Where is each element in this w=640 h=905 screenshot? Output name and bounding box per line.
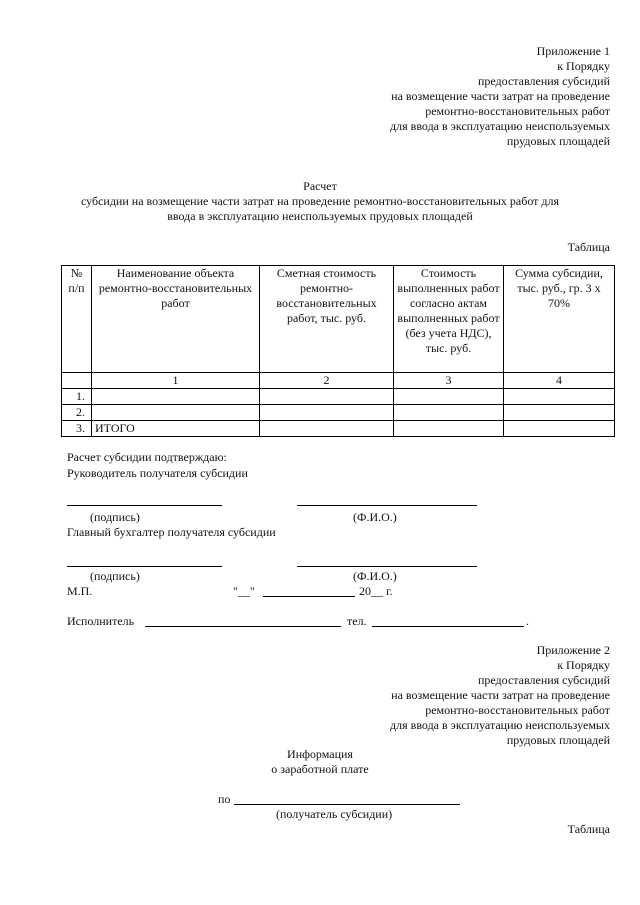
- table-cell: [504, 405, 615, 421]
- recipient-line: [234, 804, 460, 805]
- appendix-2-header: [390, 643, 610, 748]
- recipient-caption: (получатель субсидии): [276, 807, 393, 821]
- info-title-line: о заработной плате: [271, 762, 369, 776]
- fio-caption: (Ф.И.О.): [353, 569, 397, 583]
- accountant-role-label: Главный бухгалтер получателя субсидии: [67, 525, 276, 539]
- table-row: [62, 389, 615, 405]
- appendix-2-line: на возмещение части затрат на проведение: [391, 688, 610, 702]
- table-header-cell: Наименование объекта ремонтно-восстановительных работ: [92, 266, 260, 373]
- appendix-1-header: [390, 44, 610, 149]
- head-role-label: Руководитель получателя субсидии: [67, 466, 248, 480]
- table-cell: [260, 389, 394, 405]
- appendix-2-line: предоставления субсидий: [477, 673, 610, 687]
- appendix-2-line: прудовых площадей: [506, 733, 610, 747]
- row-number-cell: 1.: [62, 389, 92, 405]
- appendix-2-line: для ввода в эксплуатацию неиспользуемых: [390, 718, 610, 732]
- calc-title-line: ввода в эксплуатацию неиспользуемых прудовых площадей: [167, 209, 473, 223]
- table-cell: [504, 421, 615, 437]
- appendix-1-line: к Порядку: [557, 59, 610, 73]
- column-number-cell: 4: [504, 373, 615, 389]
- confirm-line: Расчет субсидии подтверждаю:: [67, 450, 227, 464]
- table-header-row: [62, 266, 615, 373]
- date-day: "__": [233, 584, 255, 598]
- calc-table: [61, 265, 615, 437]
- table-cell: [394, 421, 504, 437]
- appendix-1-line: для ввода в эксплуатацию неиспользуемых: [390, 119, 610, 133]
- table-header-cell: Стоимость выполненных работ согласно актам выполненных работ (без учета НДС), тыс. руб.: [394, 266, 504, 373]
- table-row: [62, 405, 615, 421]
- appendix-1-line: на возмещение части затрат на проведение: [391, 89, 610, 103]
- executor-line: [145, 626, 341, 627]
- appendix-1-line: Приложение 1: [536, 44, 610, 58]
- table-cell: [260, 421, 394, 437]
- table-cell: [504, 389, 615, 405]
- fio-line: [297, 566, 477, 567]
- executor-label: Исполнитель: [67, 614, 135, 628]
- table-row: [62, 421, 615, 437]
- stamp-label: М.П.: [67, 584, 93, 598]
- appendix-2-line: Приложение 2: [536, 643, 610, 657]
- date-year: 20__ г.: [359, 584, 393, 598]
- table-header-cell: Сумма субсидии, тыс. руб., гр. 3 х 70%: [504, 266, 615, 373]
- table-header-cell: № п/п: [62, 266, 92, 373]
- phone-label: тел.: [347, 614, 367, 628]
- column-number-cell: 3: [394, 373, 504, 389]
- table-cell: [92, 405, 260, 421]
- recipient-prefix: по: [218, 792, 231, 806]
- signature-line: [67, 505, 222, 506]
- phone-end-dot: .: [526, 614, 529, 628]
- signature-line: [67, 566, 222, 567]
- table-cell: [260, 405, 394, 421]
- table-cell: [394, 405, 504, 421]
- table-label: Таблица: [567, 240, 610, 254]
- total-label-cell: ИТОГО: [92, 421, 260, 437]
- signature-caption: (подпись): [90, 569, 140, 583]
- table2-label: Таблица: [567, 822, 610, 836]
- table-column-number-row: [62, 373, 615, 389]
- table-header-cell: Сметная стоимость ремонтно-восстановительных работ, тыс. руб.: [260, 266, 394, 373]
- fio-line: [297, 505, 477, 506]
- table-cell: [394, 389, 504, 405]
- row-number-cell: 3.: [62, 421, 92, 437]
- signature-caption: (подпись): [90, 510, 140, 524]
- info-title-line: Информация: [287, 747, 353, 761]
- table-cell: [92, 389, 260, 405]
- appendix-1-line: прудовых площадей: [506, 134, 610, 148]
- appendix-2-line: ремонтно-восстановительных работ: [425, 703, 610, 717]
- appendix-1-line: ремонтно-восстановительных работ: [425, 104, 610, 118]
- calc-title-line: субсидии на возмещение части затрат на проведение ремонтно-восстановительных работ для: [80, 194, 560, 208]
- appendix-1-line: предоставления субсидий: [477, 74, 610, 88]
- info-title: [0, 747, 640, 777]
- column-number-cell: 2: [260, 373, 394, 389]
- column-number-cell: [62, 373, 92, 389]
- phone-line: [372, 626, 524, 627]
- row-number-cell: 2.: [62, 405, 92, 421]
- date-month-line: [263, 596, 355, 597]
- fio-caption: (Ф.И.О.): [353, 510, 397, 524]
- calc-title-line: Расчет: [303, 179, 337, 193]
- calc-title: [0, 179, 640, 224]
- appendix-2-line: к Порядку: [557, 658, 610, 672]
- column-number-cell: 1: [92, 373, 260, 389]
